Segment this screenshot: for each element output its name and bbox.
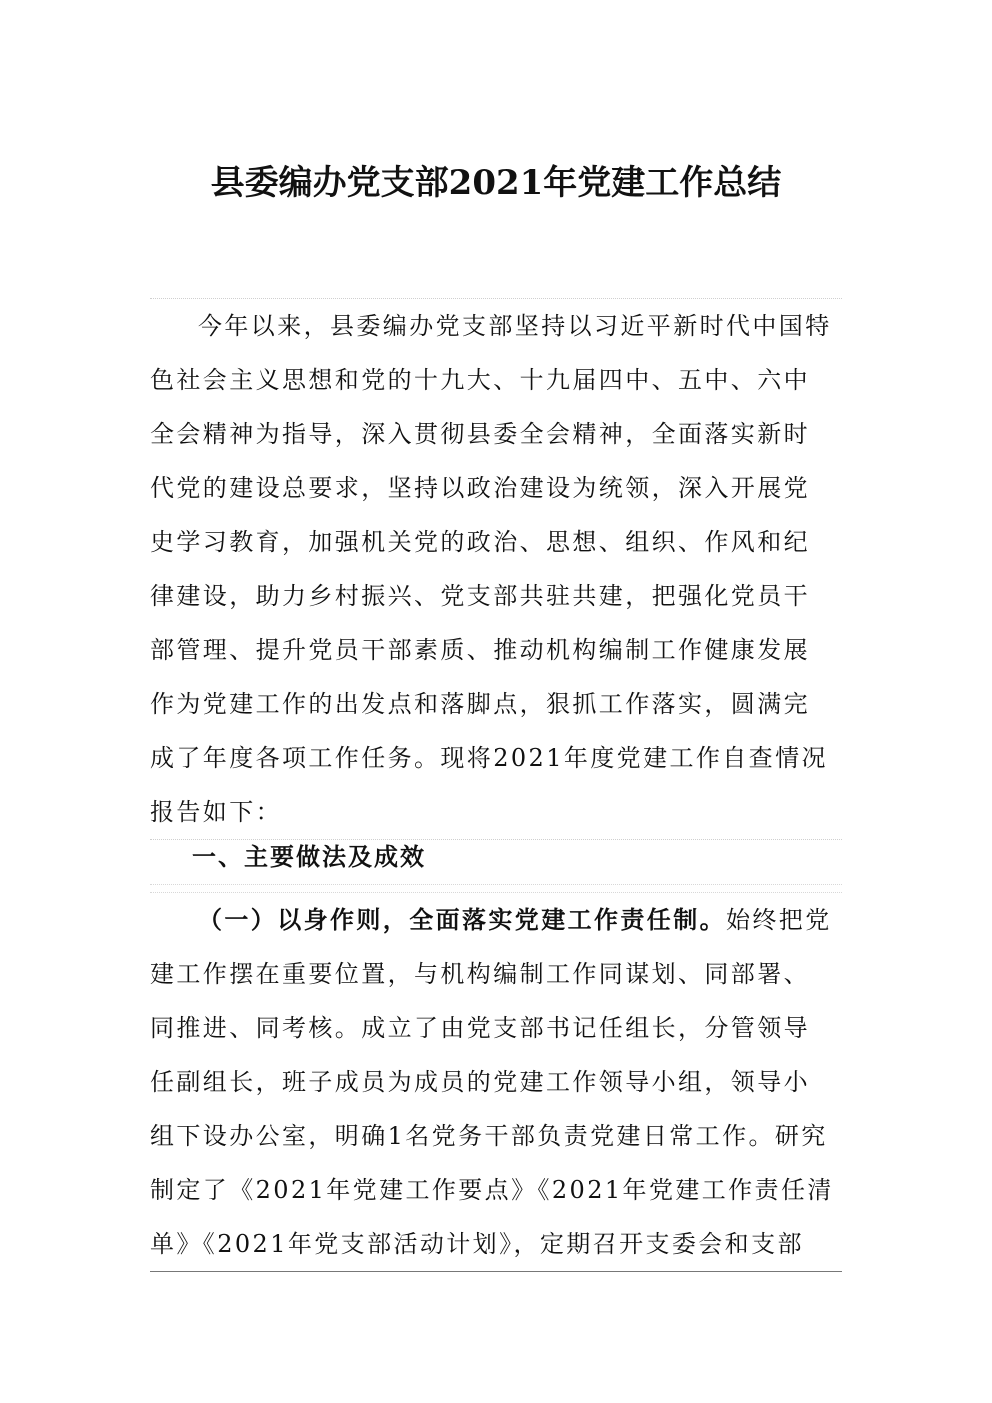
text-line: 建工作摆在重要位置，与机构编制工作同谋划、同部署、 <box>150 947 842 1001</box>
subsection-title: （一）以身作则，全面落实党建工作责任制。 <box>198 905 726 934</box>
intro-paragraph <box>150 298 842 840</box>
section-heading-block <box>150 830 842 885</box>
text-line: 成了年度各项工作任务。现将2021年度党建工作自查情况 <box>150 731 842 785</box>
text-line: 部管理、提升党员干部素质、推动机构编制工作健康发展 <box>150 623 842 677</box>
text-fragment: 始终把党 <box>726 906 832 934</box>
text-line: 单》《2021年党支部活动计划》，定期召开支委会和支部 <box>150 1217 842 1271</box>
text-line: 今年以来，县委编办党支部坚持以习近平新时代中国特 <box>150 299 842 353</box>
text-line: 律建设，助力乡村振兴、党支部共驻共建，把强化党员干 <box>150 569 842 623</box>
text-line: 代党的建设总要求，坚持以政治建设为统领，深入开展党 <box>150 461 842 515</box>
text-line: 色社会主义思想和党的十九大、十九届四中、五中、六中 <box>150 353 842 407</box>
text-line: 组下设办公室，明确1名党务干部负责党建日常工作。研究 <box>150 1109 842 1163</box>
text-line: 史学习教育，加强机关党的政治、思想、组织、作风和纪 <box>150 515 842 569</box>
text-line <box>150 893 842 947</box>
section-1-paragraph <box>150 892 842 1272</box>
page-title: 县委编办党支部2021年党建工作总结 <box>210 163 782 203</box>
text-line: 制定了《2021年党建工作要点》《2021年党建工作责任清 <box>150 1163 842 1217</box>
section-heading: 一、主要做法及成效 <box>192 842 426 871</box>
text-line: 作为党建工作的出发点和落脚点，狠抓工作落实，圆满完 <box>150 677 842 731</box>
text-line: 任副组长，班子成员为成员的党建工作领导小组，领导小 <box>150 1055 842 1109</box>
text-line: 同推进、同考核。成立了由党支部书记任组长，分管领导 <box>150 1001 842 1055</box>
text-line: 报告如下： <box>150 798 282 826</box>
text-line: 全会精神为指导，深入贯彻县委全会精神，全面落实新时 <box>150 407 842 461</box>
